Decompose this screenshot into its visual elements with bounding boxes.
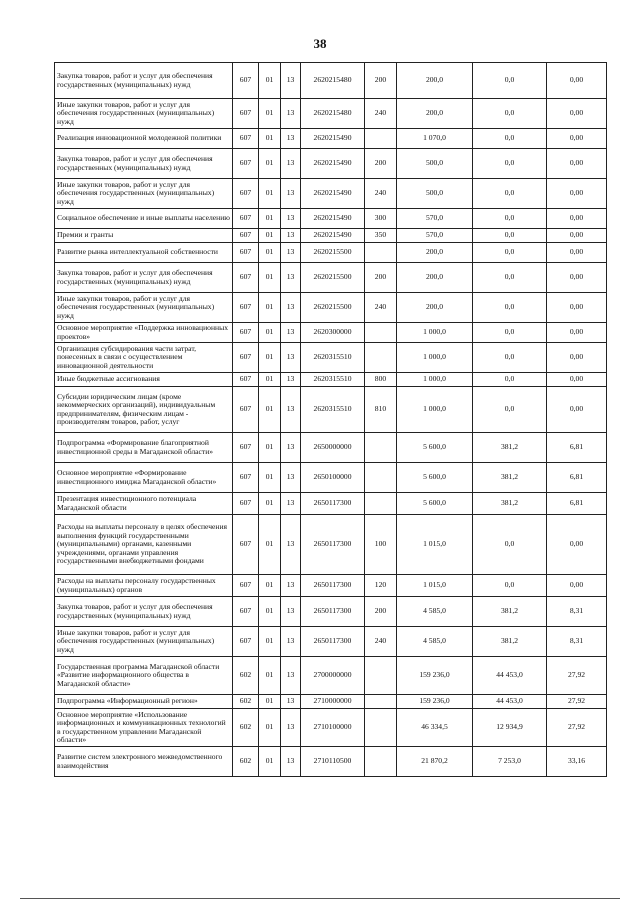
cell-executed: 7 253,0 (473, 747, 547, 777)
cell-approved: 1 000,0 (397, 387, 473, 433)
cell-executed: 381,2 (473, 433, 547, 463)
cell-vr (365, 493, 397, 515)
cell-rz: 01 (259, 373, 281, 387)
cell-approved: 5 600,0 (397, 493, 473, 515)
cell-ved: 607 (233, 575, 259, 597)
cell-executed: 0,0 (473, 229, 547, 243)
table-row (55, 63, 607, 99)
cell-rz: 01 (259, 627, 281, 657)
cell-pr: 13 (281, 243, 301, 263)
cell-csr: 2650117300 (301, 493, 365, 515)
cell-vr: 200 (365, 63, 397, 99)
cell-pr: 13 (281, 149, 301, 179)
cell-name: Основное мероприятие «Использование информационных и коммуникационных технологий в государственном управлении Магаданской области» (55, 709, 233, 747)
cell-approved: 159 236,0 (397, 695, 473, 709)
cell-percent: 0,00 (547, 323, 607, 343)
cell-pr: 13 (281, 493, 301, 515)
cell-csr: 2620215490 (301, 179, 365, 209)
cell-approved: 159 236,0 (397, 657, 473, 695)
table-row (55, 343, 607, 373)
cell-csr: 2620315510 (301, 373, 365, 387)
cell-vr: 350 (365, 229, 397, 243)
cell-name: Иные закупки товаров, работ и услуг для обеспечения государственных (муниципальных) нужд (55, 627, 233, 657)
cell-pr: 13 (281, 129, 301, 149)
cell-name: Реализация инновационной молодежной политики (55, 129, 233, 149)
cell-name: Расходы на выплаты персоналу государственных (муниципальных) органов (55, 575, 233, 597)
cell-pr: 13 (281, 695, 301, 709)
cell-pr: 13 (281, 99, 301, 129)
cell-vr (365, 243, 397, 263)
cell-percent: 0,00 (547, 229, 607, 243)
cell-vr: 200 (365, 149, 397, 179)
table-row (55, 323, 607, 343)
cell-approved: 1 000,0 (397, 323, 473, 343)
cell-csr: 2620215480 (301, 99, 365, 129)
cell-rz: 01 (259, 575, 281, 597)
cell-rz: 01 (259, 293, 281, 323)
cell-executed: 0,0 (473, 149, 547, 179)
cell-percent: 8,31 (547, 627, 607, 657)
cell-vr: 810 (365, 387, 397, 433)
cell-name: Развитие рынка интеллектуальной собственности (55, 243, 233, 263)
cell-ved: 607 (233, 597, 259, 627)
cell-rz: 01 (259, 229, 281, 243)
cell-ved: 607 (233, 373, 259, 387)
cell-csr: 2710000000 (301, 695, 365, 709)
cell-rz: 01 (259, 463, 281, 493)
cell-csr: 2710110500 (301, 747, 365, 777)
cell-approved: 1 000,0 (397, 343, 473, 373)
cell-approved: 5 600,0 (397, 463, 473, 493)
cell-ved: 602 (233, 657, 259, 695)
cell-ved: 607 (233, 263, 259, 293)
cell-rz: 01 (259, 515, 281, 575)
cell-pr: 13 (281, 343, 301, 373)
cell-executed: 0,0 (473, 323, 547, 343)
cell-approved: 200,0 (397, 63, 473, 99)
cell-approved: 46 334,5 (397, 709, 473, 747)
table-row (55, 747, 607, 777)
cell-name: Закупка товаров, работ и услуг для обеспечения государственных (муниципальных) нужд (55, 149, 233, 179)
cell-approved: 570,0 (397, 229, 473, 243)
cell-csr: 2620215500 (301, 243, 365, 263)
cell-executed: 0,0 (473, 387, 547, 433)
table-row (55, 149, 607, 179)
cell-percent: 0,00 (547, 179, 607, 209)
cell-csr: 2620215490 (301, 209, 365, 229)
cell-executed: 0,0 (473, 99, 547, 129)
cell-approved: 500,0 (397, 149, 473, 179)
cell-csr: 2620215490 (301, 129, 365, 149)
table-row (55, 229, 607, 243)
cell-rz: 01 (259, 209, 281, 229)
cell-executed: 44 453,0 (473, 657, 547, 695)
cell-vr (365, 463, 397, 493)
cell-vr (365, 657, 397, 695)
cell-name: Социальное обеспечение и иные выплаты населению (55, 209, 233, 229)
cell-executed: 381,2 (473, 627, 547, 657)
cell-csr: 2620300000 (301, 323, 365, 343)
cell-approved: 570,0 (397, 209, 473, 229)
cell-pr: 13 (281, 575, 301, 597)
cell-csr: 2710100000 (301, 709, 365, 747)
cell-name: Основное мероприятие «Поддержка инновационных проектов» (55, 323, 233, 343)
table-row (55, 515, 607, 575)
cell-pr: 13 (281, 747, 301, 777)
cell-csr: 2620215500 (301, 293, 365, 323)
cell-name: Закупка товаров, работ и услуг для обеспечения государственных (муниципальных) нужд (55, 63, 233, 99)
cell-csr: 2650117300 (301, 597, 365, 627)
cell-csr: 2650117300 (301, 575, 365, 597)
table-row (55, 293, 607, 323)
cell-pr: 13 (281, 387, 301, 433)
cell-pr: 13 (281, 597, 301, 627)
cell-pr: 13 (281, 515, 301, 575)
cell-approved: 1 070,0 (397, 129, 473, 149)
cell-pr: 13 (281, 179, 301, 209)
table-row (55, 373, 607, 387)
cell-vr: 100 (365, 515, 397, 575)
cell-executed: 0,0 (473, 179, 547, 209)
cell-approved: 4 585,0 (397, 627, 473, 657)
cell-name: Развитие систем электронного межведомственного взаимодействия (55, 747, 233, 777)
cell-percent: 27,92 (547, 709, 607, 747)
cell-rz: 01 (259, 149, 281, 179)
table-row (55, 243, 607, 263)
table-row (55, 387, 607, 433)
cell-ved: 607 (233, 515, 259, 575)
cell-name: Расходы на выплаты персоналу в целях обеспечения выполнения функций государственными (муниципальными) органами, казенными учреждениями, органами управления государственными внебюджетными фондами (55, 515, 233, 575)
cell-executed: 0,0 (473, 293, 547, 323)
cell-vr (365, 695, 397, 709)
cell-name: Государственная программа Магаданской области «Развитие информационного общества в Магаданской области» (55, 657, 233, 695)
cell-vr: 120 (365, 575, 397, 597)
cell-pr: 13 (281, 433, 301, 463)
cell-approved: 5 600,0 (397, 433, 473, 463)
cell-percent: 0,00 (547, 63, 607, 99)
cell-percent: 0,00 (547, 343, 607, 373)
cell-pr: 13 (281, 263, 301, 293)
cell-percent: 0,00 (547, 129, 607, 149)
cell-csr: 2700000000 (301, 657, 365, 695)
cell-name: Презентация инвестиционного потенциала Магаданской области (55, 493, 233, 515)
cell-vr (365, 323, 397, 343)
cell-percent: 6,81 (547, 433, 607, 463)
cell-rz: 01 (259, 387, 281, 433)
cell-vr: 200 (365, 263, 397, 293)
cell-ved: 607 (233, 433, 259, 463)
cell-approved: 200,0 (397, 263, 473, 293)
table-row (55, 99, 607, 129)
cell-executed: 381,2 (473, 597, 547, 627)
cell-csr: 2620215490 (301, 149, 365, 179)
cell-name: Иные закупки товаров, работ и услуг для обеспечения государственных (муниципальных) нужд (55, 99, 233, 129)
cell-rz: 01 (259, 493, 281, 515)
cell-ved: 607 (233, 129, 259, 149)
cell-percent: 0,00 (547, 293, 607, 323)
cell-pr: 13 (281, 63, 301, 99)
table-row (55, 695, 607, 709)
cell-executed: 12 934,9 (473, 709, 547, 747)
cell-executed: 44 453,0 (473, 695, 547, 709)
cell-rz: 01 (259, 99, 281, 129)
cell-ved: 607 (233, 243, 259, 263)
cell-vr: 240 (365, 627, 397, 657)
cell-approved: 21 870,2 (397, 747, 473, 777)
cell-executed: 0,0 (473, 575, 547, 597)
cell-rz: 01 (259, 433, 281, 463)
cell-name: Премии и гранты (55, 229, 233, 243)
cell-csr: 2620215490 (301, 229, 365, 243)
cell-executed: 0,0 (473, 515, 547, 575)
cell-percent: 6,81 (547, 493, 607, 515)
cell-percent: 0,00 (547, 149, 607, 179)
table-row (55, 463, 607, 493)
cell-executed: 0,0 (473, 373, 547, 387)
cell-vr (365, 747, 397, 777)
cell-pr: 13 (281, 229, 301, 243)
table-body (55, 63, 607, 777)
cell-vr: 200 (365, 597, 397, 627)
cell-vr: 240 (365, 293, 397, 323)
table-row (55, 709, 607, 747)
cell-name: Основное мероприятие «Формирование инвестиционного имиджа Магаданской области» (55, 463, 233, 493)
cell-percent: 0,00 (547, 263, 607, 293)
cell-vr: 800 (365, 373, 397, 387)
cell-name: Иные бюджетные ассигнования (55, 373, 233, 387)
table-row (55, 263, 607, 293)
cell-csr: 2650117300 (301, 627, 365, 657)
table-row (55, 209, 607, 229)
table-row (55, 433, 607, 463)
table-row (55, 627, 607, 657)
cell-pr: 13 (281, 709, 301, 747)
table-row (55, 179, 607, 209)
cell-ved: 607 (233, 343, 259, 373)
cell-csr: 2650117300 (301, 515, 365, 575)
cell-percent: 0,00 (547, 209, 607, 229)
cell-csr: 2620315510 (301, 387, 365, 433)
cell-ved: 607 (233, 463, 259, 493)
cell-percent: 27,92 (547, 657, 607, 695)
cell-percent: 33,16 (547, 747, 607, 777)
cell-rz: 01 (259, 129, 281, 149)
cell-executed: 381,2 (473, 493, 547, 515)
page-number: 38 (313, 36, 327, 51)
cell-pr: 13 (281, 373, 301, 387)
cell-vr (365, 433, 397, 463)
cell-pr: 13 (281, 463, 301, 493)
cell-rz: 01 (259, 747, 281, 777)
cell-pr: 13 (281, 627, 301, 657)
cell-executed: 0,0 (473, 63, 547, 99)
cell-ved: 607 (233, 179, 259, 209)
table-row (55, 657, 607, 695)
cell-csr: 2650000000 (301, 433, 365, 463)
cell-executed: 0,0 (473, 263, 547, 293)
cell-name: Закупка товаров, работ и услуг для обеспечения государственных (муниципальных) нужд (55, 263, 233, 293)
cell-rz: 01 (259, 243, 281, 263)
cell-name: Иные закупки товаров, работ и услуг для обеспечения государственных (муниципальных) нужд (55, 179, 233, 209)
cell-ved: 602 (233, 747, 259, 777)
cell-executed: 0,0 (473, 129, 547, 149)
cell-ved: 607 (233, 149, 259, 179)
cell-percent: 0,00 (547, 387, 607, 433)
cell-rz: 01 (259, 343, 281, 373)
table-row (55, 575, 607, 597)
cell-pr: 13 (281, 209, 301, 229)
cell-rz: 01 (259, 63, 281, 99)
cell-approved: 200,0 (397, 293, 473, 323)
budget-table (54, 62, 607, 777)
cell-rz: 01 (259, 657, 281, 695)
table-row (55, 129, 607, 149)
cell-executed: 381,2 (473, 463, 547, 493)
cell-approved: 200,0 (397, 243, 473, 263)
cell-executed: 0,0 (473, 209, 547, 229)
cell-ved: 607 (233, 209, 259, 229)
cell-percent: 0,00 (547, 243, 607, 263)
cell-pr: 13 (281, 657, 301, 695)
cell-name: Подпрограмма «Информационный регион» (55, 695, 233, 709)
cell-ved: 607 (233, 493, 259, 515)
cell-ved: 602 (233, 695, 259, 709)
cell-percent: 27,92 (547, 695, 607, 709)
cell-approved: 4 585,0 (397, 597, 473, 627)
page-bottom-divider (20, 898, 620, 899)
cell-ved: 607 (233, 627, 259, 657)
cell-approved: 1 015,0 (397, 515, 473, 575)
cell-vr: 240 (365, 99, 397, 129)
cell-name: Иные закупки товаров, работ и услуг для обеспечения государственных (муниципальных) нужд (55, 293, 233, 323)
cell-percent: 8,31 (547, 597, 607, 627)
cell-csr: 2620215480 (301, 63, 365, 99)
cell-name: Организация субсидирования части затрат, понесенных в связи с осуществлением инновационной деятельности (55, 343, 233, 373)
cell-executed: 0,0 (473, 243, 547, 263)
cell-approved: 500,0 (397, 179, 473, 209)
cell-percent: 0,00 (547, 575, 607, 597)
cell-rz: 01 (259, 323, 281, 343)
cell-rz: 01 (259, 179, 281, 209)
cell-approved: 200,0 (397, 99, 473, 129)
cell-ved: 607 (233, 229, 259, 243)
cell-percent: 0,00 (547, 373, 607, 387)
cell-rz: 01 (259, 597, 281, 627)
cell-vr: 300 (365, 209, 397, 229)
cell-vr (365, 129, 397, 149)
cell-rz: 01 (259, 263, 281, 293)
cell-rz: 01 (259, 695, 281, 709)
table-row (55, 597, 607, 627)
cell-vr (365, 709, 397, 747)
table-row (55, 493, 607, 515)
cell-ved: 607 (233, 323, 259, 343)
cell-ved: 607 (233, 63, 259, 99)
cell-ved: 607 (233, 293, 259, 323)
cell-vr (365, 343, 397, 373)
cell-pr: 13 (281, 293, 301, 323)
cell-rz: 01 (259, 709, 281, 747)
cell-approved: 1 015,0 (397, 575, 473, 597)
cell-csr: 2620315510 (301, 343, 365, 373)
cell-percent: 6,81 (547, 463, 607, 493)
cell-percent: 0,00 (547, 515, 607, 575)
cell-vr: 240 (365, 179, 397, 209)
cell-executed: 0,0 (473, 343, 547, 373)
cell-name: Субсидии юридическим лицам (кроме некоммерческих организаций), индивидуальным предпринимателям, физическим лицам - производителям товаров, работ, услуг (55, 387, 233, 433)
cell-csr: 2650100000 (301, 463, 365, 493)
cell-name: Закупка товаров, работ и услуг для обеспечения государственных (муниципальных) нужд (55, 597, 233, 627)
cell-ved: 607 (233, 387, 259, 433)
cell-approved: 1 000,0 (397, 373, 473, 387)
cell-name: Подпрограмма «Формирование благоприятной инвестиционной среды в Магаданской области» (55, 433, 233, 463)
cell-ved: 602 (233, 709, 259, 747)
cell-percent: 0,00 (547, 99, 607, 129)
cell-pr: 13 (281, 323, 301, 343)
cell-ved: 607 (233, 99, 259, 129)
cell-csr: 2620215500 (301, 263, 365, 293)
